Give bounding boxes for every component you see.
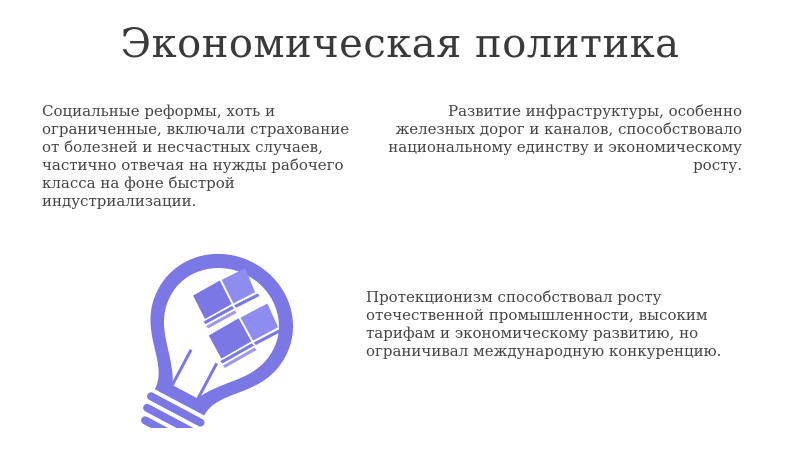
text-block-protectionism: Протекционизм способствовал росту отечественной промышленности, высоким тарифам и экономическому развитию, но ограничивал международную конкуренцию. (366, 288, 722, 360)
slide-title: Экономическая политика (120, 21, 680, 67)
text-block-infrastructure: Развитие инфраструктуры, особенно железных дорог и каналов, способствовало национальному единству и экономическому росту. (388, 102, 742, 174)
text-block-social-reforms: Социальные реформы, хоть и ограниченные, включали страхование от болезней и несчастных случаев, частично отвечая на нужды рабочего класса на фоне быстрой индустриализации. (42, 102, 350, 210)
lightbulb-book-icon (98, 250, 314, 428)
